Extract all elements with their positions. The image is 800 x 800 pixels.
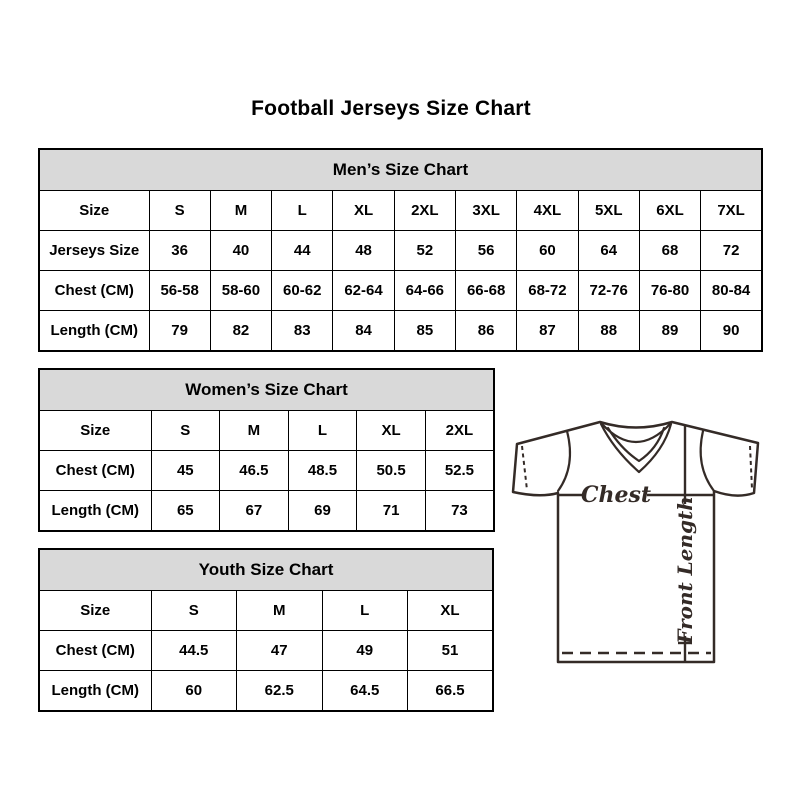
size-cell: 60 xyxy=(517,231,578,271)
column-header: S xyxy=(149,191,210,231)
size-cell: 51 xyxy=(408,631,494,671)
size-cell: 48.5 xyxy=(288,451,357,491)
size-cell: 76-80 xyxy=(639,271,700,311)
size-cell: 64 xyxy=(578,231,639,271)
column-header: XL xyxy=(333,191,394,231)
table-title: Youth Size Chart xyxy=(39,549,493,591)
size-cell: 68 xyxy=(639,231,700,271)
size-cell: 67 xyxy=(220,491,289,531)
size-cell: 47 xyxy=(237,631,323,671)
size-cell: 50.5 xyxy=(357,451,426,491)
size-cell: 44.5 xyxy=(151,631,237,671)
column-header: S xyxy=(151,411,220,451)
column-header: 7XL xyxy=(701,191,762,231)
size-cell: 62.5 xyxy=(237,671,323,711)
row-label: Length (CM) xyxy=(39,311,149,351)
size-cell: 56-58 xyxy=(149,271,210,311)
column-header: L xyxy=(272,191,333,231)
column-header: 6XL xyxy=(639,191,700,231)
table-row xyxy=(39,671,493,711)
size-cell: 69 xyxy=(288,491,357,531)
size-cell: 87 xyxy=(517,311,578,351)
page-title: Football Jerseys Size Chart xyxy=(251,97,531,120)
size-cell: 88 xyxy=(578,311,639,351)
jersey-measurement-diagram xyxy=(498,398,788,678)
column-header: 4XL xyxy=(517,191,578,231)
size-cell: 48 xyxy=(333,231,394,271)
table-row xyxy=(39,631,493,671)
column-header: 3XL xyxy=(455,191,516,231)
row-label: Jerseys Size xyxy=(39,231,149,271)
size-cell: 65 xyxy=(151,491,220,531)
table-title: Women’s Size Chart xyxy=(39,369,494,411)
size-cell: 64-66 xyxy=(394,271,455,311)
column-header: L xyxy=(288,411,357,451)
table-row xyxy=(39,231,762,271)
row-label: Length (CM) xyxy=(39,671,151,711)
row-label-header: Size xyxy=(39,591,151,631)
size-cell: 84 xyxy=(333,311,394,351)
size-cell: 82 xyxy=(210,311,271,351)
column-header: XL xyxy=(357,411,426,451)
mens-size-table xyxy=(38,148,763,352)
size-cell: 71 xyxy=(357,491,426,531)
size-cell: 46.5 xyxy=(220,451,289,491)
size-cell: 72 xyxy=(701,231,762,271)
size-cell: 83 xyxy=(272,311,333,351)
youth-size-table xyxy=(38,548,494,712)
column-header: S xyxy=(151,591,237,631)
row-label-header: Size xyxy=(39,191,149,231)
table-row xyxy=(39,271,762,311)
row-label: Chest (CM) xyxy=(39,451,151,491)
column-header: L xyxy=(322,591,408,631)
column-header: 5XL xyxy=(578,191,639,231)
table-row xyxy=(39,491,494,531)
front-length-label: Front Length xyxy=(673,496,697,644)
column-header: M xyxy=(210,191,271,231)
size-cell: 64.5 xyxy=(322,671,408,711)
table-title-row xyxy=(39,549,493,591)
size-cell: 66.5 xyxy=(408,671,494,711)
column-header: M xyxy=(237,591,323,631)
size-cell: 66-68 xyxy=(455,271,516,311)
table-title-row xyxy=(39,369,494,411)
column-header-row xyxy=(39,411,494,451)
size-cell: 85 xyxy=(394,311,455,351)
row-label-header: Size xyxy=(39,411,151,451)
column-header: 2XL xyxy=(425,411,494,451)
size-cell: 60-62 xyxy=(272,271,333,311)
row-label: Chest (CM) xyxy=(39,271,149,311)
size-cell: 36 xyxy=(149,231,210,271)
size-cell: 72-76 xyxy=(578,271,639,311)
table-title: Men’s Size Chart xyxy=(39,149,762,191)
size-cell: 58-60 xyxy=(210,271,271,311)
size-cell: 44 xyxy=(272,231,333,271)
size-cell: 68-72 xyxy=(517,271,578,311)
size-cell: 52.5 xyxy=(425,451,494,491)
size-cell: 90 xyxy=(701,311,762,351)
size-cell: 89 xyxy=(639,311,700,351)
size-cell: 62-64 xyxy=(333,271,394,311)
size-cell: 56 xyxy=(455,231,516,271)
table-row xyxy=(39,311,762,351)
chest-label: Chest xyxy=(580,482,652,508)
column-header: 2XL xyxy=(394,191,455,231)
size-cell: 79 xyxy=(149,311,210,351)
womens-size-table xyxy=(38,368,495,532)
column-header: XL xyxy=(408,591,494,631)
column-header-row xyxy=(39,591,493,631)
size-cell: 80-84 xyxy=(701,271,762,311)
size-cell: 86 xyxy=(455,311,516,351)
size-cell: 73 xyxy=(425,491,494,531)
table-title-row xyxy=(39,149,762,191)
size-cell: 49 xyxy=(322,631,408,671)
size-cell: 40 xyxy=(210,231,271,271)
column-header-row xyxy=(39,191,762,231)
column-header: M xyxy=(220,411,289,451)
row-label: Length (CM) xyxy=(39,491,151,531)
size-cell: 45 xyxy=(151,451,220,491)
size-cell: 60 xyxy=(151,671,237,711)
row-label: Chest (CM) xyxy=(39,631,151,671)
table-row xyxy=(39,451,494,491)
size-cell: 52 xyxy=(394,231,455,271)
